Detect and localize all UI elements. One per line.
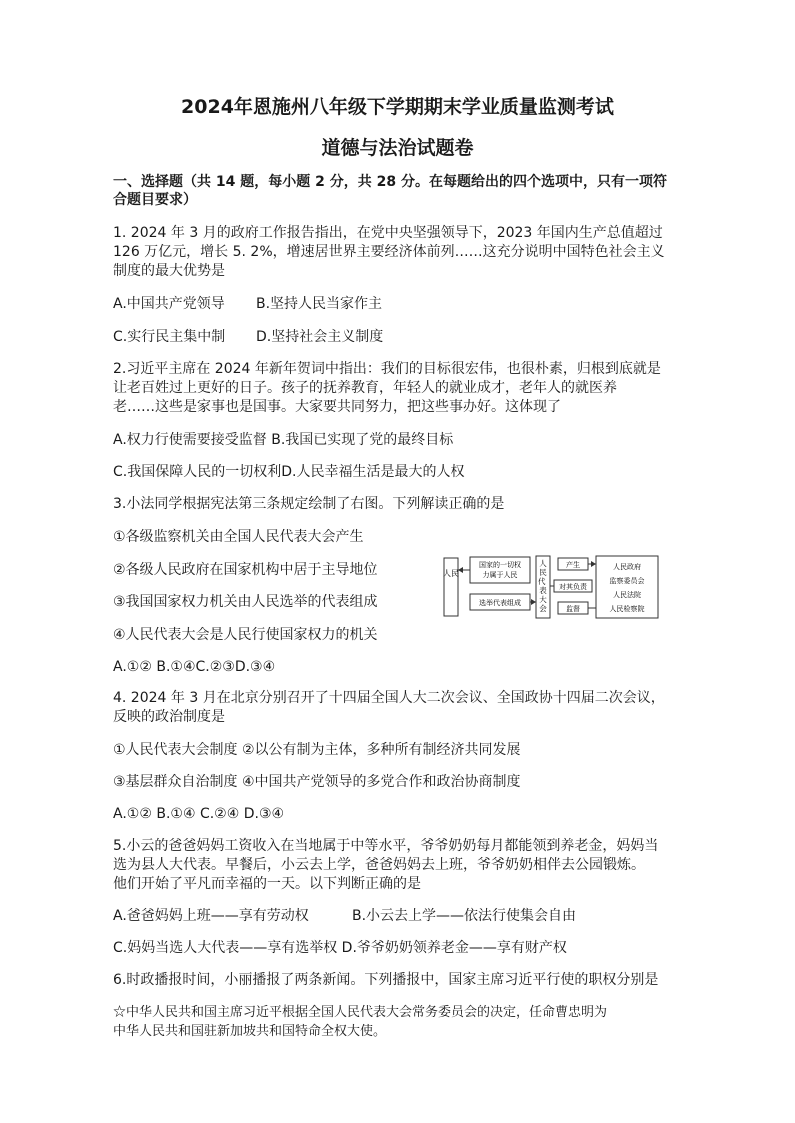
supervise-label: 监督 [566, 605, 580, 613]
q4-options: A.①② B.①④ C.②④ D.③④ [113, 806, 285, 822]
q4-statements-34: ③基层群众自治制度 ④中国共产党领导的多党合作和政治协商制度 [113, 774, 521, 790]
organ-supervision-commission: 监察委员会 [609, 577, 645, 585]
q1-stem-line2: 126 万亿元，增长 5. 2%，增速居世界主要经济体前列……这充分说明中国特色社会主义 [113, 244, 665, 260]
q5-stem-line3: 他们开始了平凡而幸福的一天。以下判断正确的是 [113, 876, 421, 892]
q3-stem: 3.小法同学根据宪法第三条规定绘制了右图。下列解读正确的是 [113, 496, 505, 512]
q1-stem-line1: 1. 2024 年 3 月的政府工作报告指出，在党中央坚强领导下，2023 年国内生产总值超过 [113, 225, 663, 241]
q2-stem-line1: 2.习近平主席在 2024 年新年贺词中指出：我们的目标很宏伟，也很朴素，归根到底就是 [113, 361, 661, 377]
people-box [444, 558, 458, 616]
organ-government: 人民政府 [613, 563, 641, 571]
produce-arrowhead [591, 561, 596, 567]
q4-stem-line2: 反映的政治制度是 [113, 709, 225, 725]
q5-option-a: A.爸爸妈妈上班——享有劳动权 [113, 908, 309, 924]
produce-label: 产生 [566, 561, 580, 569]
q5-stem-line1: 5.小云的爸爸妈妈工资收入在当地属于中等水平，爷爷奶奶每月都能领到养老金，妈妈当 [113, 838, 659, 854]
q3-statement-2: ②各级人民政府在国家机构中居于主导地位 [113, 562, 378, 578]
people-label: 人民 [443, 569, 459, 578]
elect-arrowhead [531, 599, 536, 605]
q5-options-cd: C.妈妈当选人大代表——享有选举权 D.爷爷奶奶领养老金——享有财产权 [113, 940, 567, 956]
exam-subtitle: 道德与法治试题卷 [321, 137, 474, 159]
organ-procuratorate: 人民检察院 [609, 605, 645, 613]
elect-label: 选举代表组成 [479, 599, 521, 607]
section-heading-line1: 一、选择题（共 14 题，每小题 2 分，共 28 分。在每题给出的四个选项中，只有一项符 [113, 174, 667, 190]
q2-options-ab: A.权力行使需要接受监督 B.我国已实现了党的最终目标 [113, 432, 454, 448]
constitution-diagram [440, 552, 680, 622]
q1-option-b: B.坚持人民当家作主 [256, 296, 383, 312]
q2-options-cd: C.我国保障人民的一切权利D.人民幸福生活是最大的人权 [113, 464, 465, 480]
q1-stem-line3: 制度的最大优势是 [113, 263, 225, 279]
q5-option-b: B.小云去上学——依法行使集会自由 [352, 908, 577, 924]
organ-court: 人民法院 [613, 591, 641, 599]
responsible-label: 对其负责 [559, 583, 587, 591]
q3-options: A.①② B.①④C.②③D.③④ [113, 659, 276, 675]
q4-stem-line1: 4. 2024 年 3 月在北京分别召开了十四届全国人大二次会议、全国政协十四届二次会议， [113, 690, 665, 706]
exam-title: 2024年恩施州八年级下学期期末学业质量监测考试 [181, 96, 614, 118]
q1-option-a: A.中国共产党领导 [113, 296, 225, 312]
q1-option-c: C.实行民主集中制 [113, 329, 226, 345]
q2-stem-line3: 老……这些是家事也是国事。大家要共同努力，把这些事办好。这体现了 [113, 399, 561, 415]
power-label-line2: 力属于人民 [482, 571, 518, 579]
q4-statements-12: ①人民代表大会制度 ②以公有制为主体，多种所有制经济共同发展 [113, 742, 521, 758]
q6-news1-line2: 中华人民共和国驻新加坡共和国特命全权大使。 [113, 1024, 387, 1039]
q6-stem: 6.时政播报时间，小丽播报了两条新闻。下列播报中，国家主席习近平行使的职权分别是 [113, 972, 659, 988]
q3-statement-1: ①各级监察机关由全国人民代表大会产生 [113, 529, 364, 545]
q3-statement-4: ④人民代表大会是人民行使国家权力的机关 [113, 627, 378, 643]
section-heading-line2: 合题目要求） [113, 192, 197, 208]
q1-option-d: D.坚持社会主义制度 [256, 329, 384, 345]
q6-news1-line1: ☆中华人民共和国主席习近平根据全国人民代表大会常务委员会的决定，任命曹忠明为 [113, 1005, 608, 1020]
q5-stem-line2: 选为县人大代表。早餐后，小云去上学，爸爸妈妈去上班，爷爷奶奶相伴去公园锻炼。 [113, 857, 645, 873]
power-label-line1: 国家的一切权 [479, 561, 521, 569]
q3-statement-3: ③我国国家权力机关由人民选举的代表组成 [113, 594, 378, 610]
congress-label: 人民代 表大会 [538, 559, 547, 613]
q2-stem-line2: 让老百姓过上更好的日子。孩子的抚养教育，年轻人的就业成才，老年人的就医养 [113, 380, 617, 396]
